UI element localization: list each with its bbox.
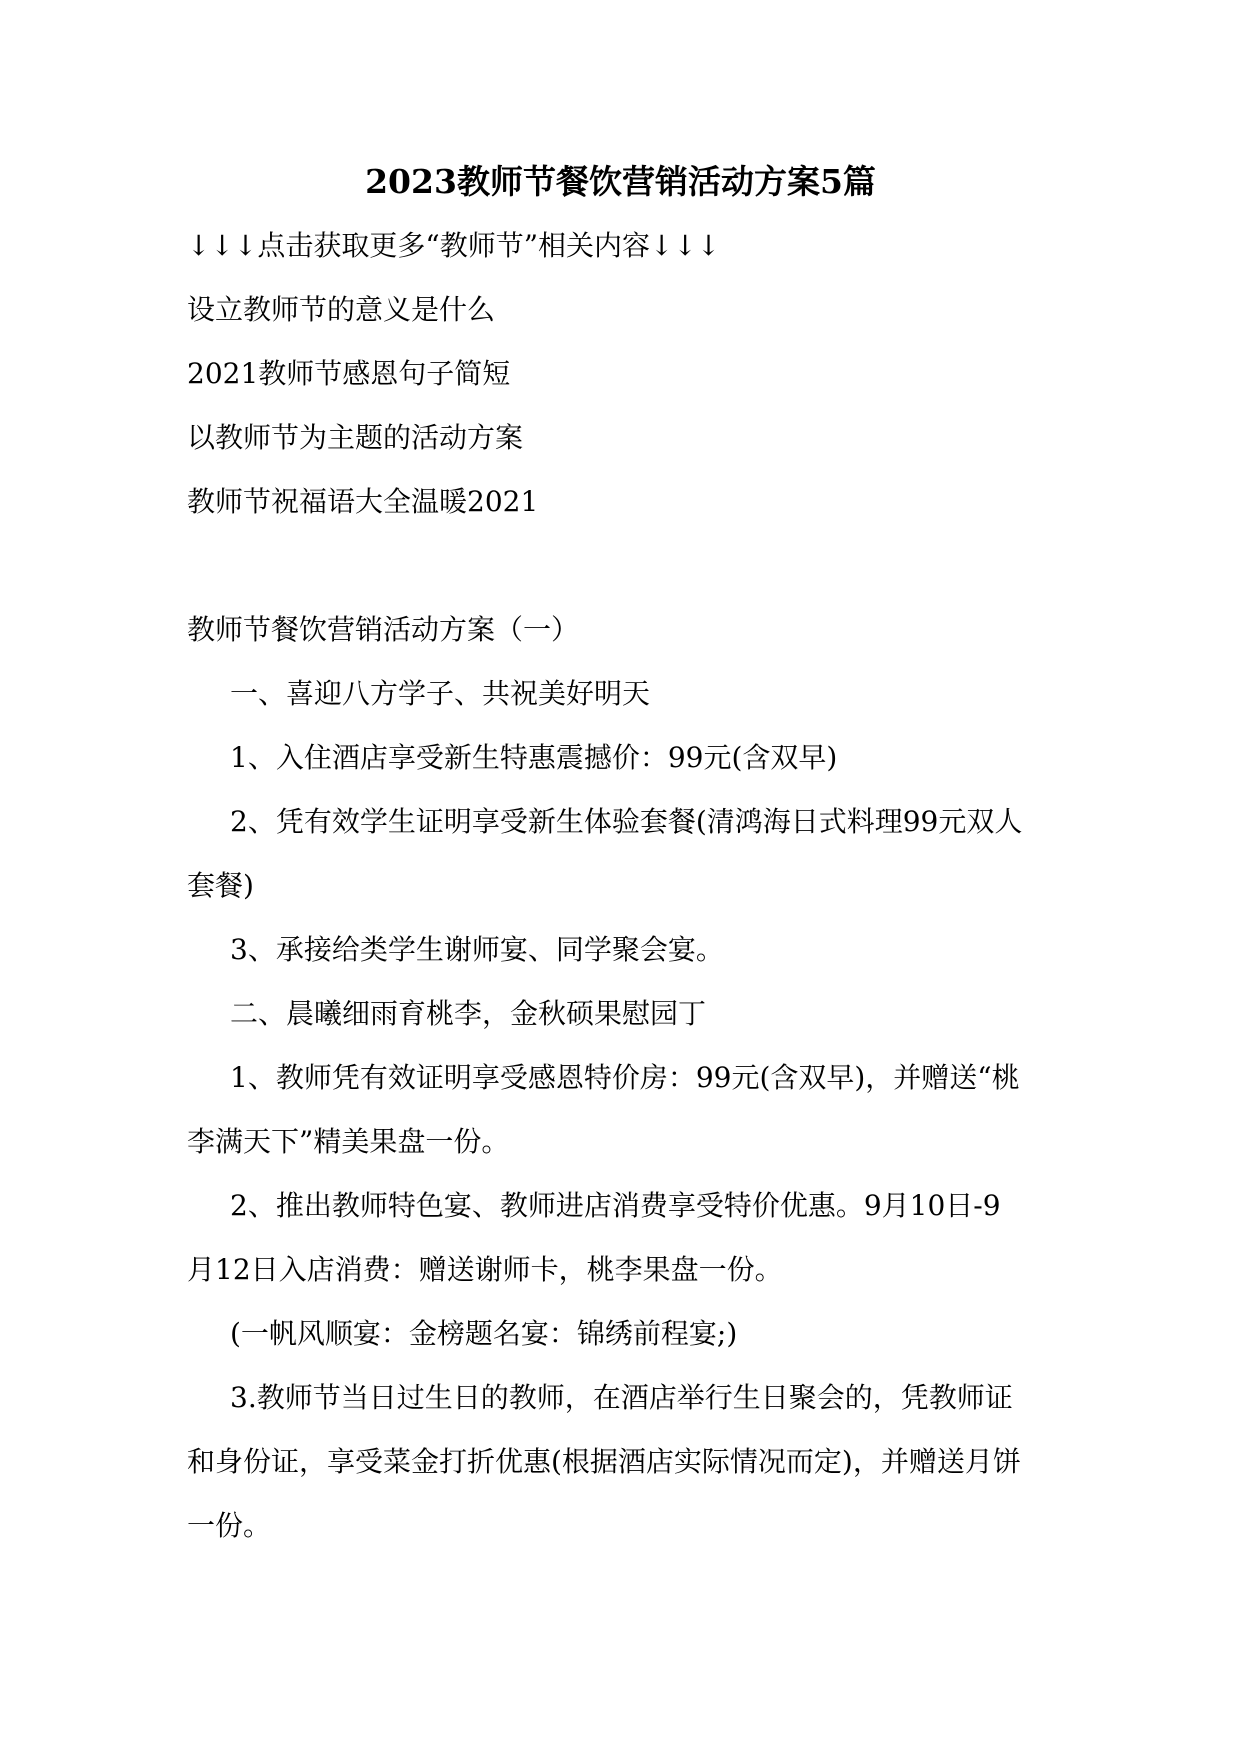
related-link-3[interactable]: 以教师节为主题的活动方案 [187, 421, 524, 454]
paragraph-line: 李满天下”精美果盘一份。 [187, 1125, 510, 1158]
paragraph-line: 套餐) [187, 869, 254, 902]
document-title: 2023教师节餐饮营销活动方案5篇 [365, 162, 876, 201]
paragraph-line: 2、推出教师特色宴、教师进店消费享受特价优惠。9月10日-9 [230, 1189, 1001, 1222]
paragraph-line: 一份。 [187, 1509, 272, 1542]
paragraph-line: 2、凭有效学生证明享受新生体验套餐(清鸿海日式料理99元双人 [230, 805, 1023, 838]
paragraph-line: 3.教师节当日过生日的教师，在酒店举行生日聚会的，凭教师证 [230, 1381, 1013, 1414]
related-link-4[interactable]: 教师节祝福语大全温暖2021 [187, 485, 539, 518]
paragraph-line: 1、教师凭有效证明享受感恩特价房：99元(含双早)，并赠送“桃 [230, 1061, 1020, 1094]
paragraph-line: 3、承接给类学生谢师宴、同学聚会宴。 [230, 933, 724, 966]
related-link-1[interactable]: 设立教师节的意义是什么 [187, 293, 496, 326]
paragraph-line: 月12日入店消费：赠送谢师卡，桃李果盘一份。 [187, 1253, 783, 1286]
section-heading: 教师节餐饮营销活动方案（一） [187, 613, 580, 646]
promo-banner-link[interactable]: ↓↓↓点击获取更多“教师节”相关内容↓↓↓ [187, 229, 721, 262]
paragraph-line: 一、喜迎八方学子、共祝美好明天 [230, 677, 651, 710]
paragraph-line: 和身份证，享受菜金打折优惠(根据酒店实际情况而定)，并赠送月饼 [187, 1445, 1021, 1478]
paragraph-line: 1、入住酒店享受新生特惠震撼价：99元(含双早) [230, 741, 838, 774]
paragraph-line: 二、晨曦细雨育桃李，金秋硕果慰园丁 [230, 997, 707, 1030]
related-link-2[interactable]: 2021教师节感恩句子简短 [187, 357, 511, 390]
paragraph-line: (一帆风顺宴：金榜题名宴：锦绣前程宴;) [230, 1317, 738, 1350]
